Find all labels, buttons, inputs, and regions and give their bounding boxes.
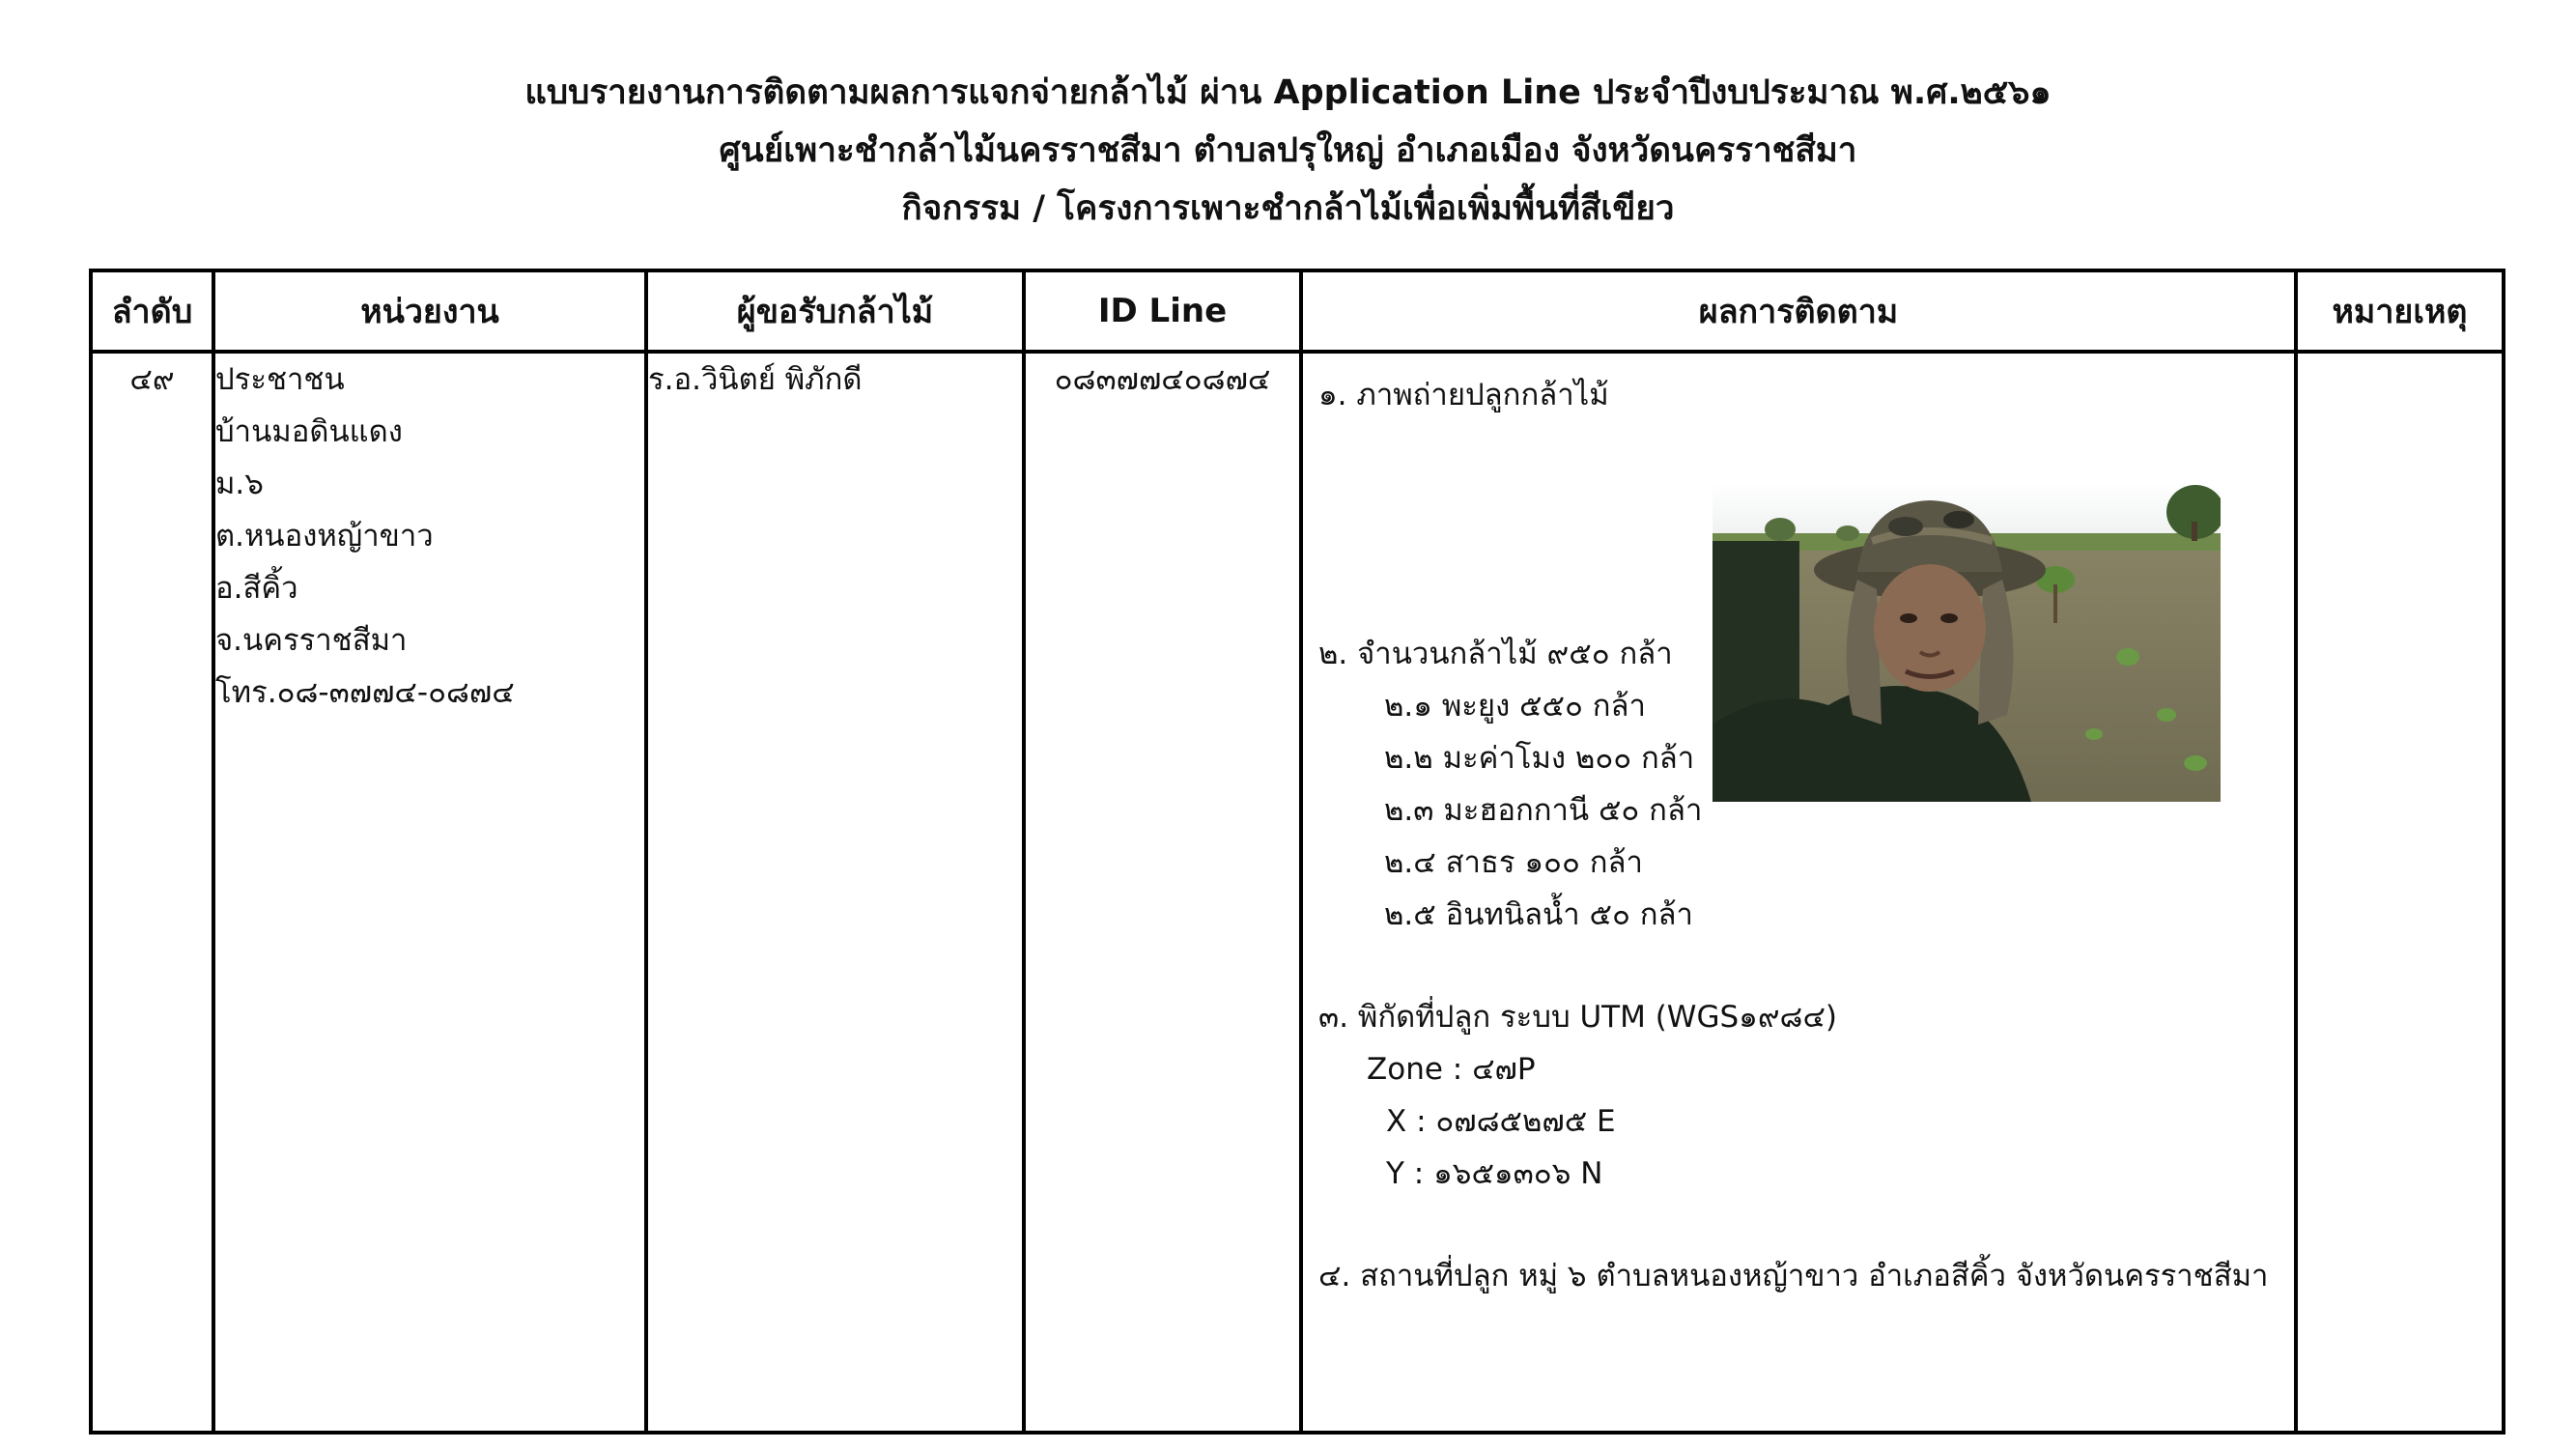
- header-remark: หมายเหตุ: [2296, 270, 2504, 352]
- agency-line: จ.นครราชสีมา: [215, 623, 408, 658]
- result-item-2-5: ๒.๕ อินทนิลน้ำ ๕๐ กล้า: [1384, 897, 1693, 932]
- title-line-1: แบบรายงานการติดตามผลการแจกจ่ายกล้าไม้ ผ่าน Application Line ประจำปีงบประมาณ พ.ศ.๒๕๖๑: [524, 73, 2052, 112]
- result-content: [1303, 354, 2294, 1431]
- result-item-1: ๑. ภาพถ่ายปลูกกล้าไม้: [1318, 378, 1609, 412]
- agency-phone: โทร.๐๘-๓๗๗๔-๐๘๗๔: [215, 675, 515, 710]
- result-item-2-4: ๒.๔ สาธร ๑๐๐ กล้า: [1384, 845, 1643, 880]
- planting-photo: [1713, 483, 2221, 802]
- header-recipient: ผู้ขอรับกล้าไม้: [646, 270, 1024, 352]
- header-id-line: ID Line: [1024, 270, 1301, 352]
- result-item-2: ๒. จำนวนกล้าไม้ ๙๕๐ กล้า: [1318, 637, 1673, 671]
- utm-x: X : ๐๗๘๕๒๗๕ E: [1386, 1104, 1616, 1139]
- row-remark: [2296, 352, 2504, 1433]
- title-line-3: กิจกรรม / โครงการเพาะชำกล้าไม้เพื่อเพิ่มพื้นที่สีเขียว: [901, 189, 1675, 228]
- utm-y: Y : ๑๖๕๑๓๐๖ N: [1386, 1156, 1603, 1191]
- header-result: ผลการติดตาม: [1301, 270, 2296, 352]
- result-item-2-2: ๒.๒ มะค่าโมง ๒๐๐ กล้า: [1384, 741, 1695, 776]
- agency-line: บ้านมอดินแดง: [215, 414, 403, 449]
- agency-line: ประชาชน: [215, 362, 345, 397]
- result-item-2-1: ๒.๑ พะยูง ๕๕๐ กล้า: [1384, 689, 1646, 724]
- header-row: [91, 270, 2504, 352]
- report-titles: [0, 64, 2576, 238]
- row-agency: [213, 352, 646, 1433]
- table-row: [91, 352, 2504, 1433]
- agency-line: อ.สีคิ้ว: [215, 571, 298, 606]
- header-agency: หน่วยงาน: [213, 270, 646, 352]
- agency-line: ม.๖: [215, 467, 264, 501]
- row-recipient: ร.อ.วินิตย์ พิภักดี: [646, 352, 1024, 1433]
- row-result: [1301, 352, 2296, 1433]
- agency-line: ต.หนองหญ้าขาว: [215, 519, 434, 554]
- result-item-3: ๓. พิกัดที่ปลูก ระบบ UTM (WGS๑๙๘๔): [1318, 1000, 1838, 1035]
- report-table: [89, 269, 2505, 1435]
- row-no: ๔๙: [91, 352, 213, 1433]
- row-id-line: ๐๘๓๗๗๔๐๘๗๔: [1024, 352, 1301, 1433]
- header-no: ลำดับ: [91, 270, 213, 352]
- utm-zone: Zone : ๔๗P: [1367, 1052, 1536, 1087]
- result-item-2-3: ๒.๓ มะฮอกกานี ๕๐ กล้า: [1384, 793, 1703, 828]
- result-item-4: ๔. สถานที่ปลูก หมู่ ๖ ตำบลหนองหญ้าขาว อำเภอสีคิ้ว จังหวัดนครราชสีมา: [1318, 1259, 2269, 1293]
- title-line-2: ศูนย์เพาะชำกล้าไม้นครราชสีมา ตำบลปรุใหญ่ อำเภอเมือง จังหวัดนครราชสีมา: [719, 131, 1857, 170]
- planting-photo-image: [1713, 483, 2221, 802]
